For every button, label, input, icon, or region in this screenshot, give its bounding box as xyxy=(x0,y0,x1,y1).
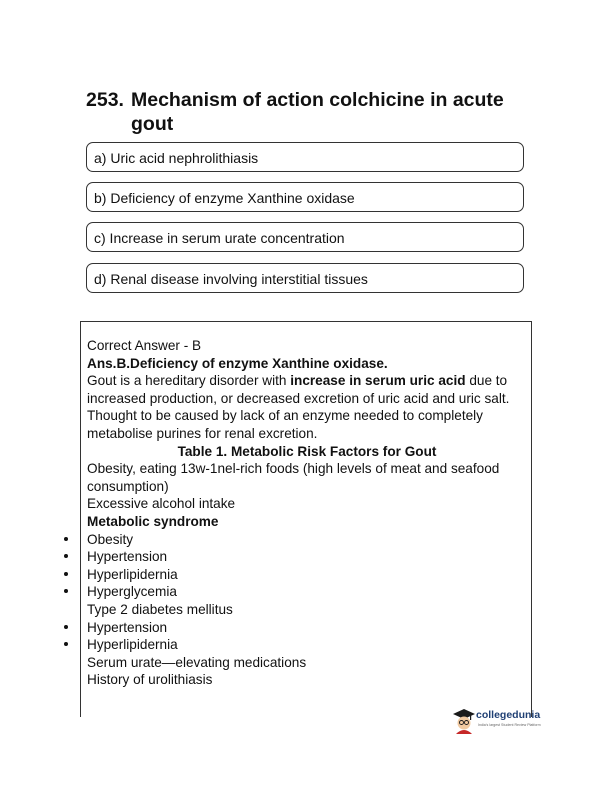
collegedunia-logo xyxy=(452,707,557,737)
list-item: Hyperlipidernia xyxy=(87,636,527,654)
bullet-icon xyxy=(64,554,68,558)
option-a[interactable]: a) Uric acid nephrolithiasis xyxy=(86,142,524,172)
correct-answer: Correct Answer - B xyxy=(87,338,202,353)
option-d[interactable]: d) Renal disease involving interstitial tissues xyxy=(86,263,524,293)
list-item: Hyperglycemia xyxy=(87,583,527,601)
risk-factor-obesity-diet: Obesity, eating 13w-1nel-rich foods (high levels of meat and seafood consumption) xyxy=(87,461,500,494)
bullet-icon xyxy=(64,572,68,576)
list-item: Hyperlipidernia xyxy=(87,566,527,584)
risk-factor-diabetes: Type 2 diabetes mellitus xyxy=(87,601,233,617)
list-item: Hypertension xyxy=(87,619,527,637)
question-title-line1: Mechanism of action colchicine in acute xyxy=(131,89,504,111)
logo-tagline: India's largest Student Review Platform xyxy=(478,723,541,727)
answer-heading: Ans.B.Deficiency of enzyme Xanthine oxidase. xyxy=(87,355,388,371)
graduate-mascot-icon xyxy=(452,707,476,735)
list-item: Obesity xyxy=(87,531,527,549)
explanation-paragraph-2: Thought to be caused by lack of an enzyme needed to completely metabolise purines for renal excretion. xyxy=(87,408,483,441)
question-number: 253. xyxy=(86,89,124,111)
table-title: Table 1. Metabolic Risk Factors for Gout xyxy=(177,443,437,459)
option-c[interactable]: c) Increase in serum urate concentration xyxy=(86,222,524,252)
risk-factor-alcohol: Excessive alcohol intake xyxy=(87,496,236,512)
question-title xyxy=(86,88,546,136)
answer-content xyxy=(87,337,527,689)
question-title-line2: gout xyxy=(131,113,174,135)
risk-factor-medications: Serum urate—elevating medications xyxy=(87,654,307,670)
bullet-icon xyxy=(64,537,68,541)
bullet-icon xyxy=(64,589,68,593)
metabolic-syndrome-heading: Metabolic syndrome xyxy=(87,513,219,529)
explanation-paragraph-1 xyxy=(87,372,527,407)
para1-text-start: Gout is a hereditary disorder with xyxy=(87,373,291,389)
bullet-icon xyxy=(64,625,68,629)
risk-factor-urolithiasis: History of urolithiasis xyxy=(87,672,213,688)
para1-text-end: due to increased production, or decreased excretion of uric acid and uric salt. xyxy=(87,373,510,406)
para1-emphasis: increase in serum uric acid xyxy=(290,373,466,389)
list-item: Hypertension xyxy=(87,548,527,566)
bullet-icon xyxy=(64,642,68,646)
option-b[interactable]: b) Deficiency of enzyme Xanthine oxidase xyxy=(86,182,524,212)
logo-brand-text: collegedunia xyxy=(476,709,541,721)
